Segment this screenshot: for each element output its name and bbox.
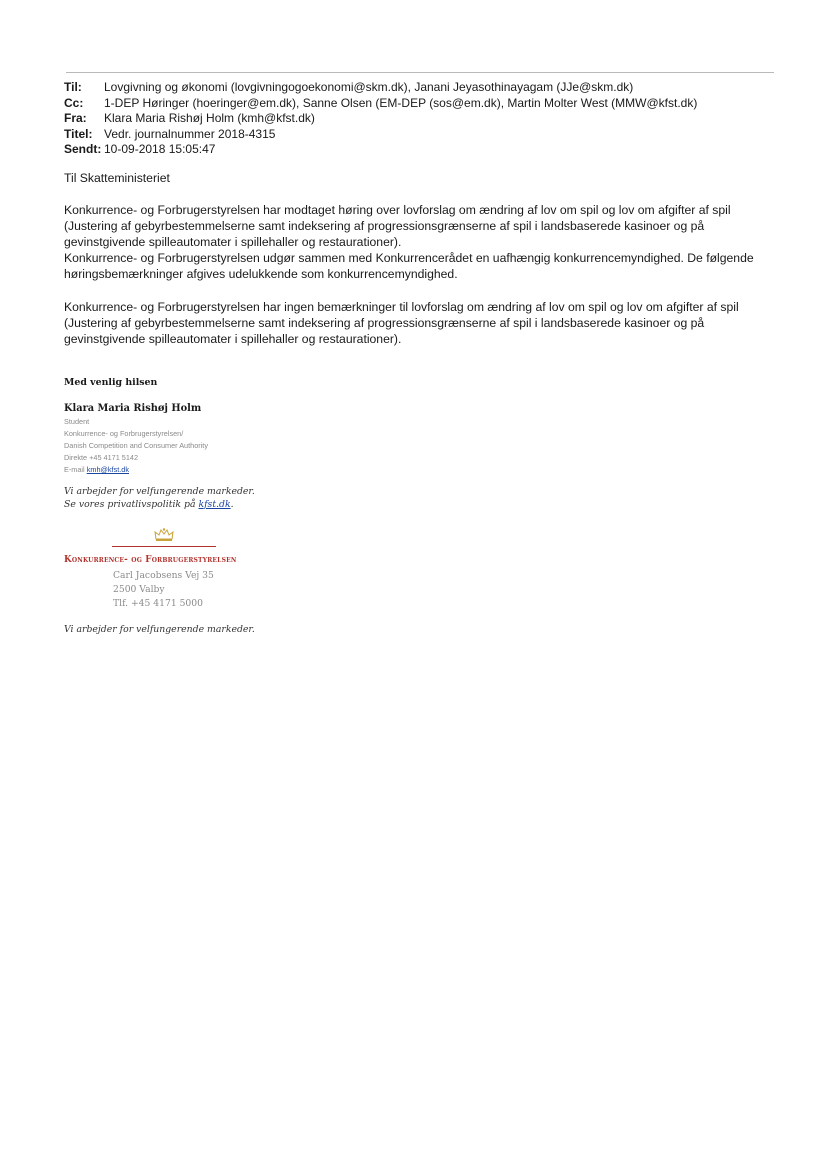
logo-divider <box>112 546 216 547</box>
signature-email-row <box>64 464 208 476</box>
header-label: Til: <box>64 80 82 94</box>
header-label: Titel: <box>64 126 93 141</box>
header-label: Sendt: <box>64 142 102 157</box>
crown-icon <box>153 528 175 542</box>
header-value: 10-09-2018 15:05:47 <box>104 142 216 157</box>
agency-logo <box>64 528 264 568</box>
signature-details <box>64 416 208 476</box>
header-label: Cc: <box>64 95 84 110</box>
tagline: Vi arbejder for velfungerende markeder. <box>64 486 255 497</box>
address-phone: Tlf. +45 4171 5000 <box>113 598 203 609</box>
body-paragraph: Konkurrence- og Forbrugerstyrelsen har ingen bemærkninger til lovforslag om ændring af lov om spil og lov om afgifter af spil (Justering af gebyrbestemmelserne samt indeksering af progressionsgrænserne af spil i landsbaserede kasinoer og på gevinstgivende spilleautomater i spillehaller og restaurationer). <box>64 299 739 346</box>
privacy-text: Se vores privatlivspolitik på <box>64 498 196 510</box>
closing: Med venlig hilsen <box>64 377 158 388</box>
privacy-end: . <box>230 498 234 510</box>
email-headers <box>64 80 697 158</box>
header-value: Lovgivning og økonomi (lovgivningogoekonomi@skm.dk), Janani Jeyasothinayagam (JJe@skm.dk) <box>104 80 634 94</box>
signature-direct: Direkte +45 4171 5142 <box>64 453 139 462</box>
email-body <box>64 170 774 347</box>
header-cc <box>64 96 697 112</box>
signature-name: Klara Maria Rishøj Holm <box>64 403 202 414</box>
privacy-row <box>64 499 255 512</box>
header-sent <box>64 142 697 158</box>
header-value: Klara Maria Rishøj Holm (kmh@kfst.dk) <box>104 111 315 126</box>
header-from <box>64 111 697 127</box>
email-link[interactable]: kmh@kfst.dk <box>86 465 129 474</box>
privacy-link[interactable]: kfst.dk <box>198 498 231 510</box>
greeting: Til Skatteministeriet <box>64 171 170 185</box>
agency-address <box>113 569 214 611</box>
header-value: Vedr. journalnummer 2018-4315 <box>104 126 276 141</box>
header-value: 1-DEP Høringer (hoeringer@em.dk), Sanne Olsen (EM-DEP (sos@em.dk), Martin Molter West (MMW@kfst.dk) <box>104 95 698 110</box>
header-divider <box>66 72 774 73</box>
header-label: Fra: <box>64 111 87 126</box>
footer-tagline: Vi arbejder for velfungerende markeder. <box>64 624 255 635</box>
body-paragraph: Konkurrence- og Forbrugerstyrelsen udgør sammen med Konkurrencerådet en uafhængig konkurrencemyndighed. De følgende høringsbemærkninger afgives udelukkende som konkurrencemyndighed. <box>64 251 754 282</box>
tagline-block <box>64 486 255 511</box>
address-city: 2500 Valby <box>113 584 165 595</box>
body-paragraph: Konkurrence- og Forbrugerstyrelsen har modtaget høring over lovforslag om ændring af lov om spil og lov om afgifter af spil (Justering af gebyrbestemmelserne samt indeksering af progressionsgrænserne af spil i landsbaserede kasinoer og på gevinstgivende spilleautomater i spillehaller og restaurationer). <box>64 203 731 250</box>
email-label: E-mail <box>64 465 85 474</box>
signature-org-en: Danish Competition and Consumer Authority <box>64 441 208 450</box>
address-street: Carl Jacobsens Vej 35 <box>113 570 214 581</box>
logo-text: Konkurrence- og Forbrugerstyrelsen <box>64 555 237 565</box>
signature-title: Student <box>64 417 90 426</box>
header-to <box>64 80 697 96</box>
signature-org: Konkurrence- og Forbrugerstyrelsen/ <box>64 429 184 438</box>
header-title <box>64 127 697 143</box>
